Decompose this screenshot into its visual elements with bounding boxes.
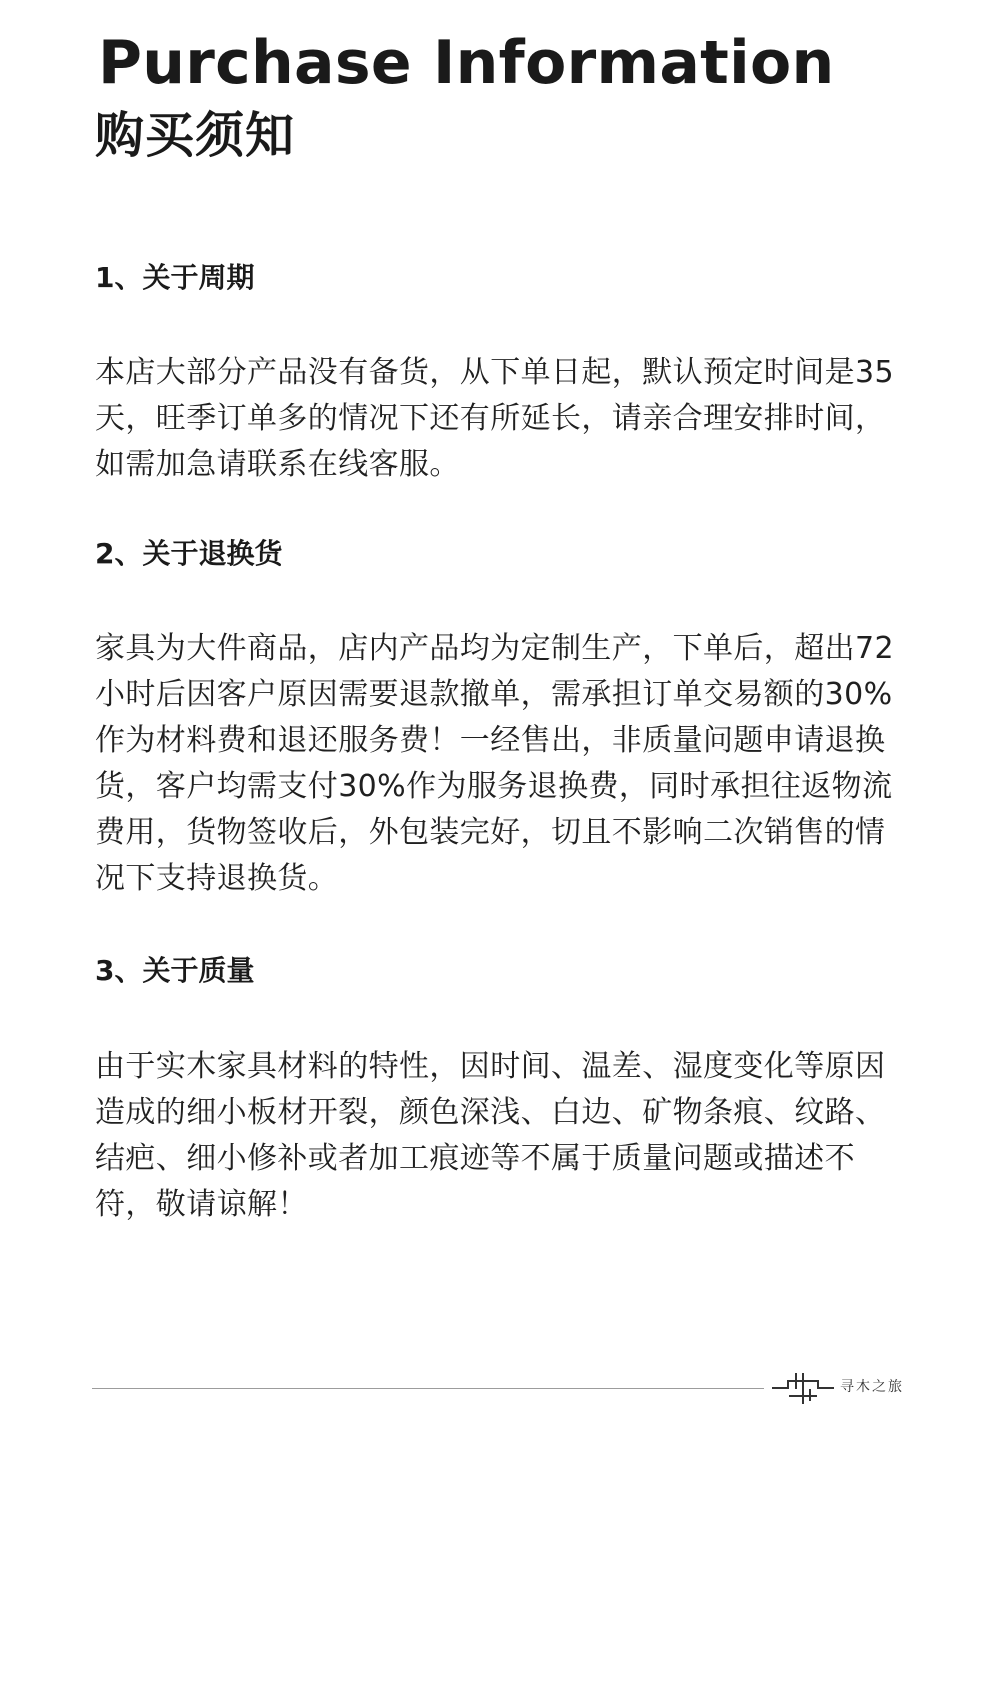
page-title-chinese: 购买须知 — [95, 107, 296, 164]
brand-name: 寻木之旅 — [840, 1379, 904, 1395]
section-heading-returns: 2、关于退换货 — [95, 537, 283, 570]
wood-character-logo-icon — [772, 1370, 834, 1406]
section-body-returns: 家具为大件商品，店内产品均为定制生产，下单后，超出72小时后因客户原因需要退款撤单，需承担订单交易额的30%作为材料费和退还服务费！一经售出，非质量问题申请退换货，客户均需支付30%作为服务退换费，同时承担往返物流费用，货物签收后，外包装完好，切且不影响二次销售的情况下支持退换货。 — [95, 631, 894, 896]
section-body-cycle: 本店大部分产品没有备货，从下单日起，默认预定时间是35天，旺季订单多的情况下还有所延长，请亲合理安排时间，如需加急请联系在线客服。 — [95, 355, 894, 482]
section-heading-cycle: 1、关于周期 — [95, 261, 255, 294]
page-title-english: Purchase Information — [98, 28, 835, 98]
footer-divider — [92, 1388, 764, 1389]
section-heading-quality: 3、关于质量 — [95, 954, 255, 987]
brand-signature — [772, 1370, 912, 1406]
section-body-quality: 由于实木家具材料的特性，因时间、温差、湿度变化等原因造成的细小板材开裂，颜色深浅、白边、矿物条痕、纹路、结疤、细小修补或者加工痕迹等不属于质量问题或描述不符，敬请谅解！ — [95, 1049, 886, 1222]
